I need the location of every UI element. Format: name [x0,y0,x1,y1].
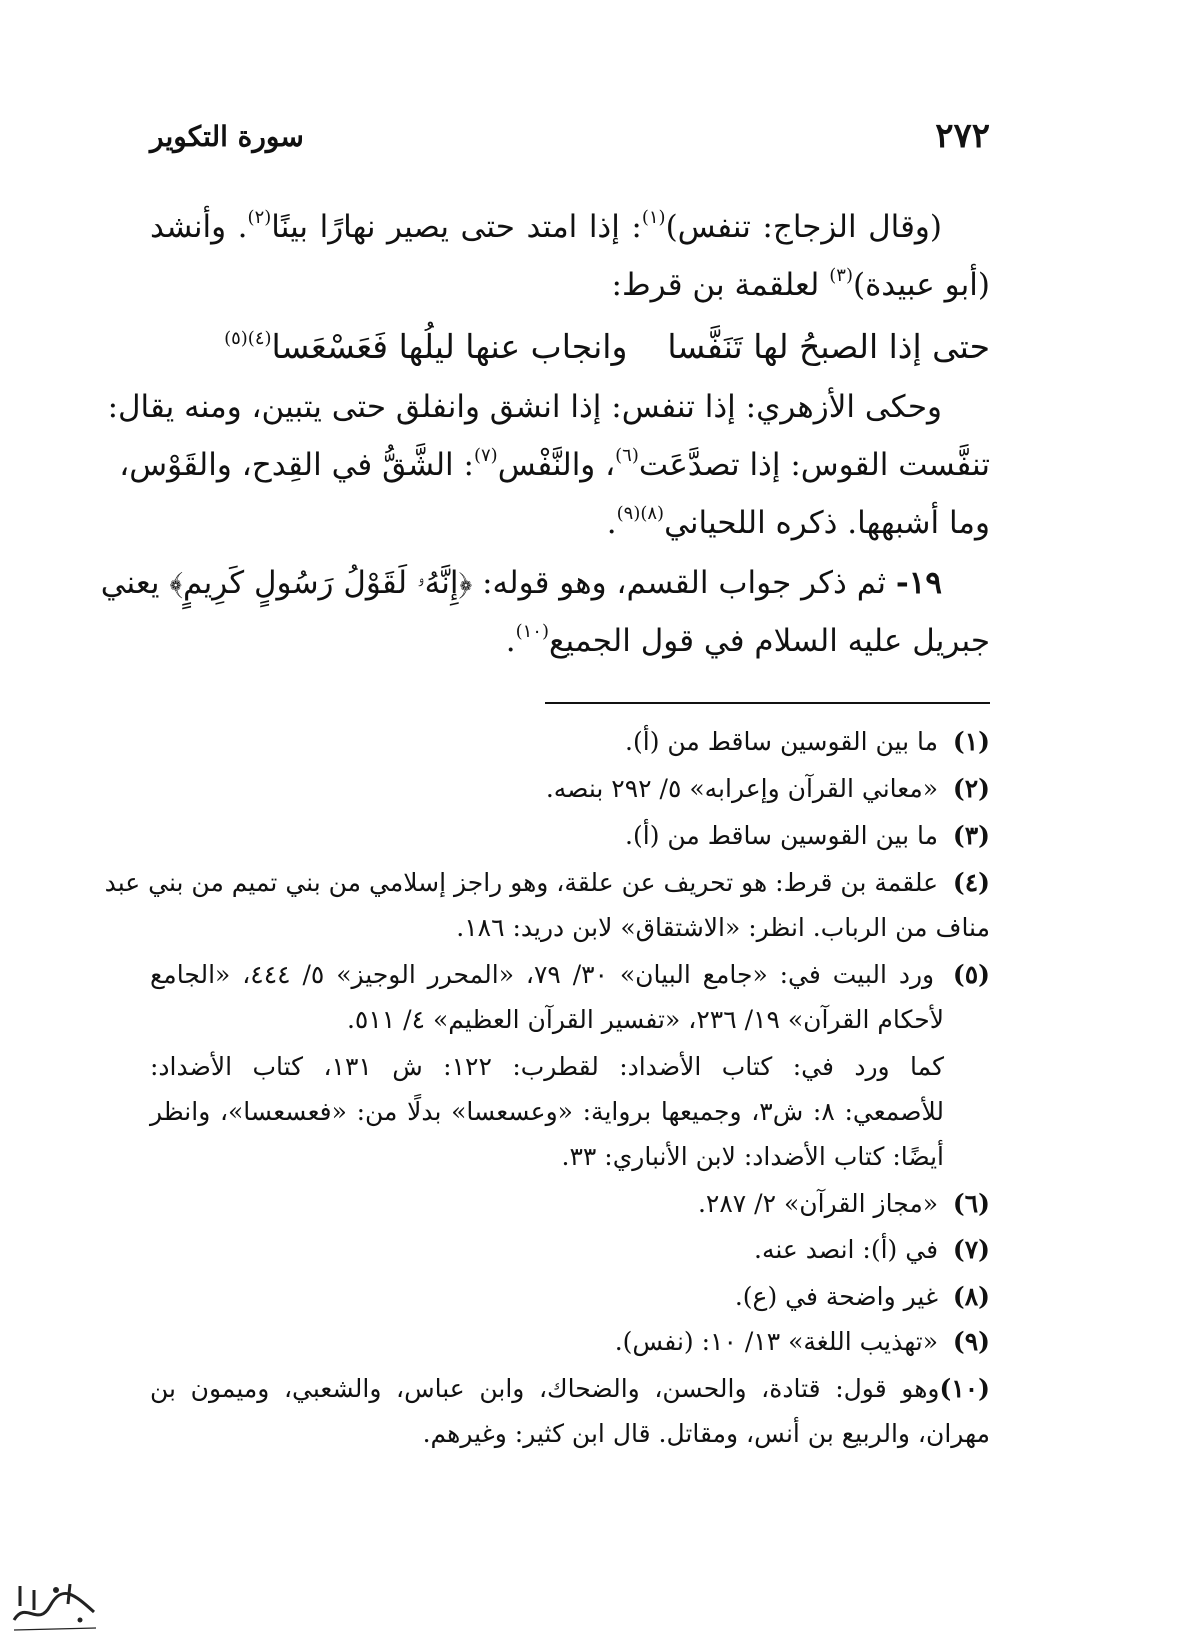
footnote-5: (٥) ورد البيت في: «جامع البيان» ٣٠/ ٧٩، «المحرر الوجيز» ٥/ ٤٤٤، «الجامع [150,960,990,989]
text-line-4: وحكى الأزهري: إذا تنفس: إذا انشق وانفلق حتى يتبين، ومنه يقال: [107,389,942,425]
footnote-ref: (٦) [615,445,639,466]
verse-hemistich-1: حتى إذا الصبحُ لها تَنَفَّسا [667,327,990,366]
footnote-1: (١) ما بين القوسين ساقط من (أ). [625,727,990,756]
text-line-1: (وقال الزجاج: تنفس)$^{(١)}$: إذا امتد حتى يصير نهارًا بينًا$^{(٢)}$. وأنشد [150,207,942,245]
page-number: ٢٧٢ [935,116,990,156]
footnote-ref: (٨)(٩) [616,503,665,524]
running-title: سورة التكوير [150,120,304,153]
footnote-4-cont: مناف من الرباب. انظر: «الاشتقاق» لابن دريد: ١٨٦. [456,913,990,942]
text-line-7: ١٩- ثم ذكر جواب القسم، وهو قوله: ﴿إِنَّهُۥ لَقَوْلُ رَسُولٍ كَرِيمٍ﴾ يعني [100,565,942,601]
footnote-2: (٢) «معاني القرآن وإعرابه» ٥/ ٢٩٢ بنصه. [545,774,990,803]
footnote-5-cont4: أيضًا: كتاب الأضداد: لابن الأنباري: ٣٣. [561,1142,944,1171]
verse-number: ١٩- [895,565,942,601]
footnote-ref: (١٠) [515,621,549,642]
footnote-10: (١٠)وهو قول: قتادة، والحسن، والضحاك، وابن عباس، والشعبي، وميمون بن [150,1374,990,1403]
footnote-9: (٩) «تهذيب اللغة» ١٣/ ١٠: (نفس). [614,1327,990,1356]
text-line-5: تنفَّست القوس: إذا تصدَّعَت$^{(٦)}$، والنَّفْس$^{(٧)}$: الشَّقُّ في القِدح، والقَوْس، [119,445,990,483]
publisher-logo [8,1576,100,1638]
poetry-verse [150,320,990,374]
footnote-ref: (٤)(٥) [224,328,272,349]
text-line-8: جبريل عليه السلام في قول الجميع$^{(١٠)}$. [505,621,990,659]
verse-hemistich-2: وانجاب عنها ليلُها فَعَسْعَسا [271,327,628,366]
footnote-6: (٦) «مجاز القرآن» ٢/ ٢٨٧. [697,1189,990,1218]
page-header [150,116,990,166]
footnote-5-cont3: للأصمعي: ٨: ش٣، وجميعها برواية: «وعسعسا» بدلًا من: «فعسعسا»، وانظر [150,1097,944,1126]
footnote-4: (٤) علقمة بن قرط: هو تحريف عن علقة، وهو راجز إسلامي من بني تميم من بني عبد [104,868,990,897]
text-line-6: وما أشبهها. ذكره اللحياني$^{(٨)(٩)}$. [606,503,990,541]
footnote-ref: (٧) [473,445,498,466]
text-line-2: (أبو عبيدة)$^{(٣)}$ لعلقمة بن قرط: [611,265,990,303]
footnote-5-cont: لأحكام القرآن» ١٩/ ٢٣٦، «تفسير القرآن العظيم» ٤/ ٥١١. [346,1005,944,1034]
footnote-7: (٧) في (أ): انصد عنه. [754,1235,990,1264]
footnote-ref: (٢) [247,207,272,228]
footnote-8: (٨) غير واضحة في (ع). [734,1282,990,1311]
footnote-ref: (٣) [829,265,853,286]
footnote-10-cont: مهران، والربيع بن أنس، ومقاتل. قال ابن كثير: وغيرهم. [422,1419,990,1448]
footnote-divider [545,702,990,704]
footnote-5-cont2: كما ورد في: كتاب الأضداد: لقطرب: ١٢٢: ش ١٣١، كتاب الأضداد: [150,1052,944,1081]
footnote-ref: (١) [641,207,666,228]
footnote-3: (٣) ما بين القوسين ساقط من (أ). [625,821,990,850]
